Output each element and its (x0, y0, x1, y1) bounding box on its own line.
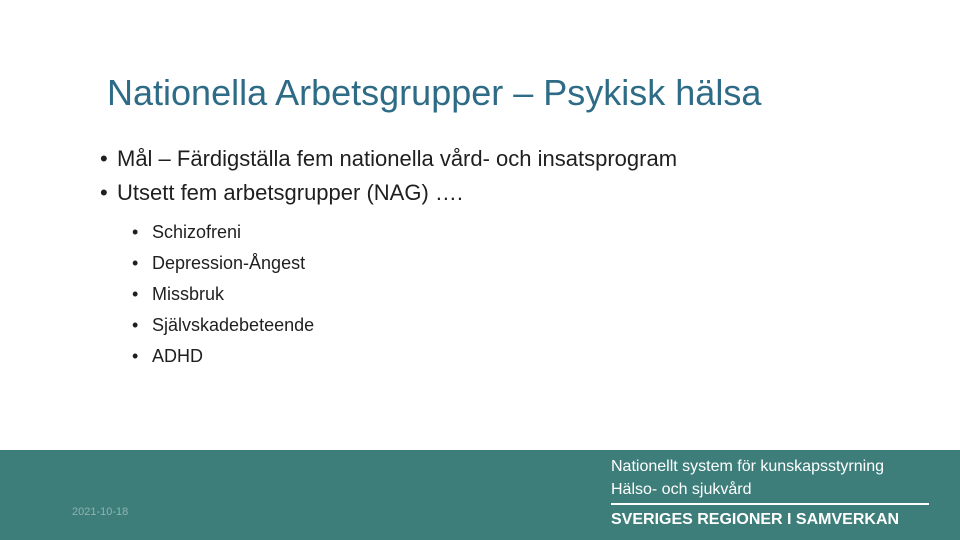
footer-date: 2021-10-18 (72, 506, 129, 518)
slide-title: Nationella Arbetsgrupper – Psykisk hälsa (107, 72, 762, 113)
sub-bullet-item: • Självskadebeteende (132, 310, 314, 341)
brand-line-1: Nationellt system för kunskapsstyrning (611, 458, 884, 475)
sub-bullet-item: • Schizofreni (132, 217, 314, 248)
bullet-item-goal: • Mål – Färdigställa fem nationella vård- och insatsprogram (100, 142, 677, 176)
brand-line-2: Hälso- och sjukvård (611, 481, 752, 498)
brand-divider (611, 503, 929, 505)
sub-bullet-item: • Depression-Ångest (132, 248, 314, 279)
brand-line-3: SVERIGES REGIONER I SAMVERKAN (611, 511, 900, 528)
sub-bullet-item: • Missbruk (132, 279, 314, 310)
bullet-item-groups: • Utsett fem arbetsgrupper (NAG) …. (100, 176, 677, 210)
sub-bullet-list (132, 217, 314, 372)
footer-brand (611, 455, 931, 533)
bullet-list (100, 142, 677, 210)
sub-bullet-item: • ADHD (132, 341, 314, 372)
